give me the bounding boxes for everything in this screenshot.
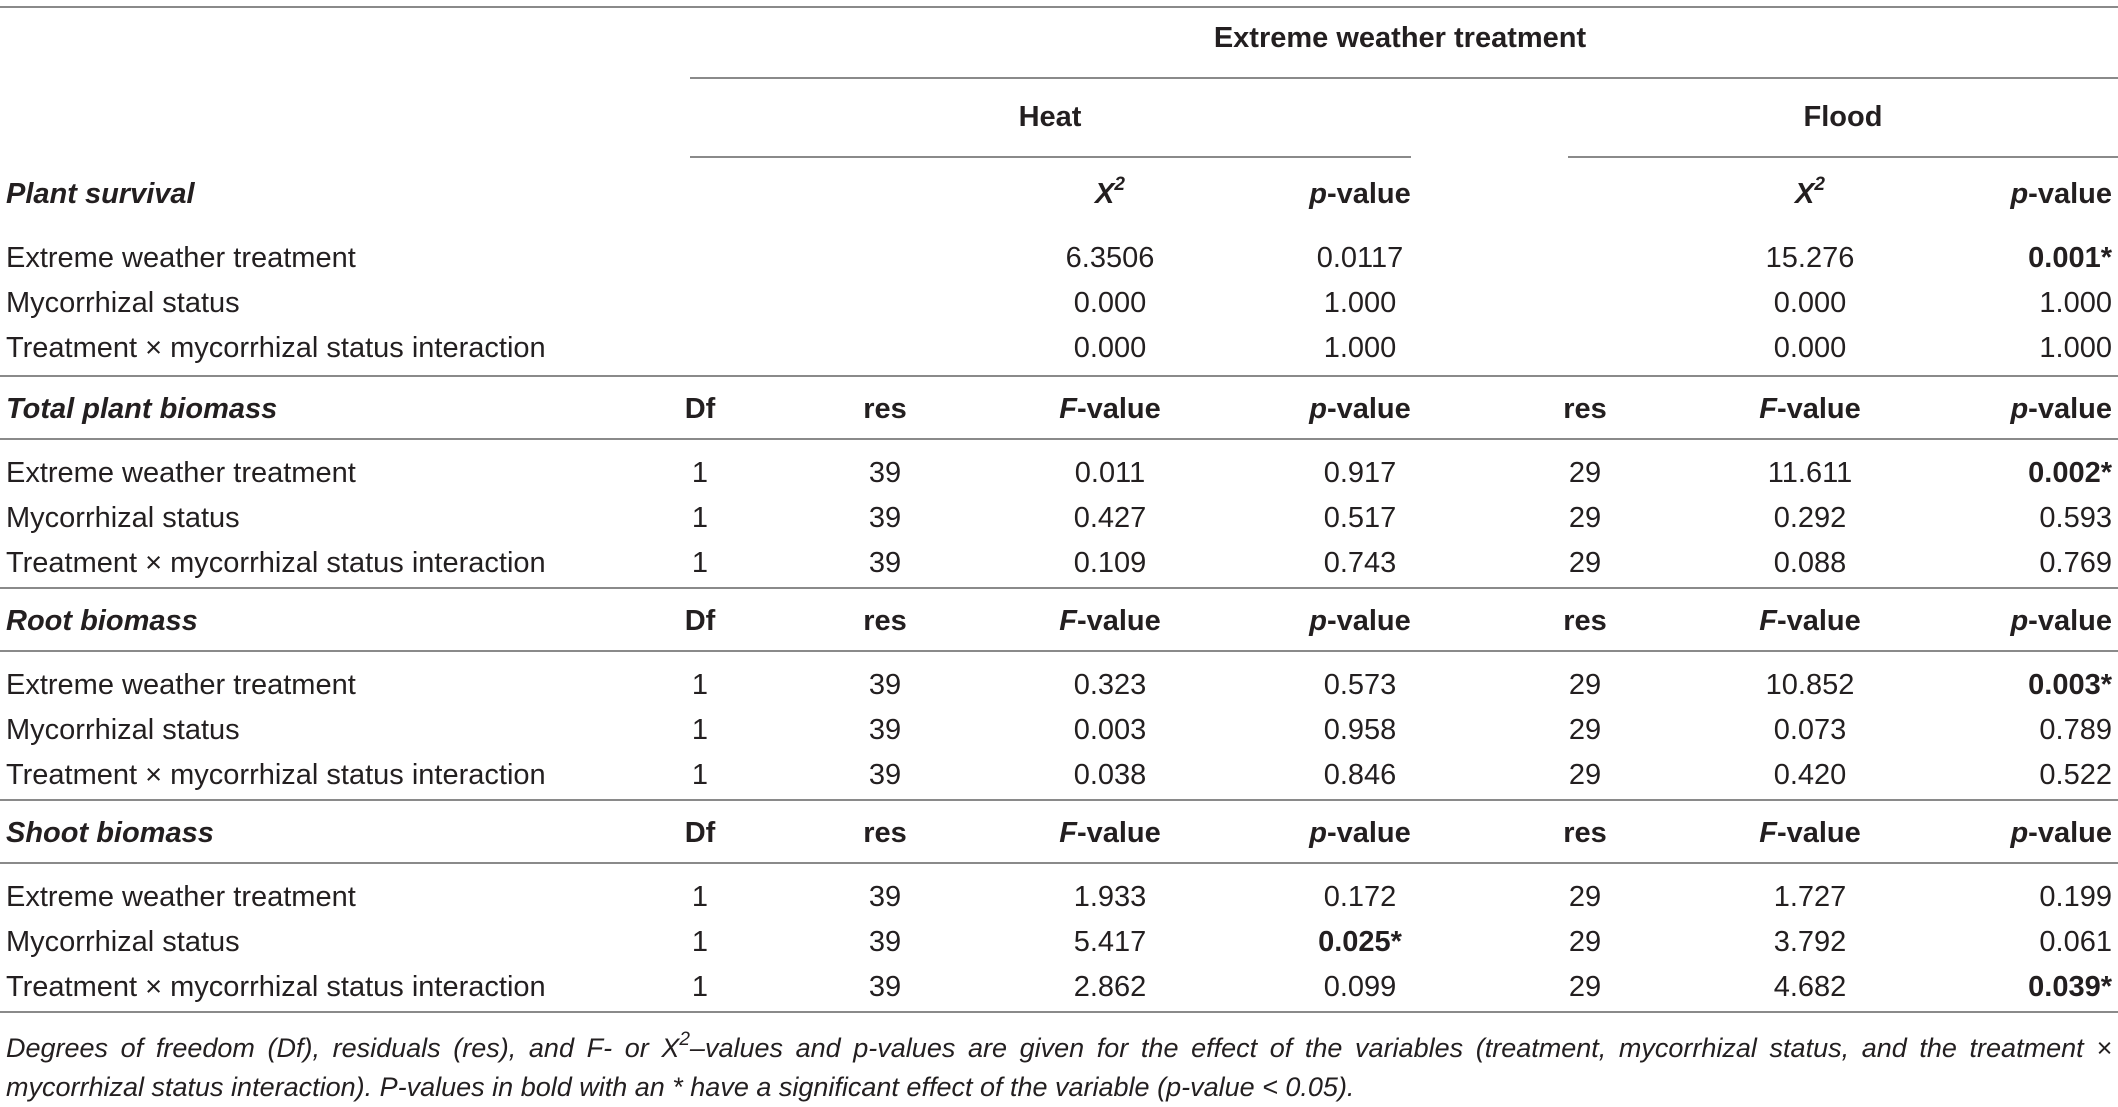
heat-f-heading-suffix: -value — [1076, 393, 1161, 425]
flood-f-value: 11.611 — [1767, 457, 1853, 489]
heat-f-heading-letter: F — [1059, 605, 1077, 637]
heat-f-value: 0.323 — [1073, 669, 1147, 701]
flood-f-heading-letter: F — [1759, 817, 1777, 849]
flood-p-value: 0.061 — [2039, 926, 2112, 958]
flood-x2-heading-sup: 2 — [1814, 174, 1825, 196]
flood-res-value: 29 — [1568, 457, 1602, 489]
flood-p-value: 1.000 — [2039, 287, 2112, 319]
heat-res-value: 39 — [868, 547, 902, 579]
section-rule-mid-total-biomass — [0, 438, 2118, 440]
heat-x2-value: 0.000 — [1073, 332, 1147, 364]
heat-res-value: 39 — [868, 971, 902, 1003]
heat-res-value: 39 — [868, 669, 902, 701]
heat-f-value: 0.109 — [1073, 547, 1147, 579]
flood-p-value: 1.000 — [2039, 332, 2112, 364]
row-label: Extreme weather treatment — [6, 669, 356, 701]
flood-x2-value: 15.276 — [1765, 242, 1855, 274]
flood-res-value: 29 — [1568, 971, 1602, 1003]
flood-res-value: 29 — [1568, 547, 1602, 579]
row-label: Extreme weather treatment — [6, 881, 356, 913]
flood-f-heading-suffix: -value — [1776, 817, 1861, 849]
heat-res-value: 39 — [868, 759, 902, 791]
heat-p-heading-suffix: -value — [1326, 605, 1411, 637]
heat-x2-value: 6.3506 — [1065, 242, 1155, 274]
flood-p-heading — [1860, 815, 2112, 851]
group-title: Extreme weather treatment — [1213, 22, 1587, 54]
flood-res-value: 29 — [1568, 714, 1602, 746]
row-label: Treatment × mycorrhizal status interaction — [6, 971, 546, 1003]
flood-p-heading — [1860, 176, 2112, 212]
heat-f-heading-letter: F — [1059, 817, 1077, 849]
flood-p-heading-suffix: -value — [2028, 605, 2112, 637]
flood-x2-value: 0.000 — [1773, 287, 1847, 319]
df-value: 1 — [691, 926, 709, 958]
flood-x2-value: 0.000 — [1773, 332, 1847, 364]
flood-res-value: 29 — [1568, 926, 1602, 958]
heat-p-value: 0.517 — [1323, 502, 1397, 534]
heat-res-heading: res — [863, 605, 907, 637]
section-title-total-biomass: Total plant biomass — [6, 393, 278, 425]
row-label: Treatment × mycorrhizal status interaction — [6, 332, 546, 364]
flood-f-value: 3.792 — [1773, 926, 1847, 958]
flood-p-heading-suffix: -value — [2028, 393, 2112, 425]
df-value: 1 — [691, 881, 709, 913]
heat-res-value: 39 — [868, 714, 902, 746]
flood-p-heading-letter: p — [2010, 178, 2029, 210]
heat-p-value: 0.172 — [1323, 881, 1397, 913]
flood-res-value: 29 — [1568, 502, 1602, 534]
df-value: 1 — [691, 457, 709, 489]
row-label: Extreme weather treatment — [6, 242, 356, 274]
heat-f-value: 5.417 — [1073, 926, 1147, 958]
flood-p-value: 0.522 — [2039, 759, 2112, 791]
heat-f-heading — [1010, 391, 1210, 427]
heat-p-heading — [1260, 176, 1460, 212]
flood-f-value: 0.420 — [1773, 759, 1847, 791]
heat-f-heading-letter: F — [1059, 393, 1077, 425]
flood-res-heading: res — [1563, 817, 1607, 849]
flood-p-heading-suffix: -value — [2028, 178, 2112, 210]
heat-f-value: 0.003 — [1073, 714, 1147, 746]
heat-p-value: 0.0117 — [1316, 242, 1404, 274]
flood-p-heading — [1860, 603, 2112, 639]
df-value: 1 — [691, 971, 709, 1003]
row-label: Treatment × mycorrhizal status interaction — [6, 547, 546, 579]
heat-f-heading-suffix: -value — [1076, 605, 1161, 637]
footnote-superscript: 2 — [679, 1029, 690, 1050]
heat-f-value: 0.427 — [1073, 502, 1147, 534]
flood-p-value: 0.789 — [2039, 714, 2112, 746]
flood-p-heading-letter: p — [2010, 605, 2029, 637]
row-label: Treatment × mycorrhizal status interaction — [6, 759, 546, 791]
flood-f-heading-letter: F — [1759, 605, 1777, 637]
heat-p-value: 0.025* — [1318, 926, 1402, 958]
heat-rule — [690, 156, 1411, 158]
flood-p-value: 0.002* — [2028, 457, 2112, 489]
df-heading: Df — [684, 817, 716, 849]
flood-p-value: 0.769 — [2039, 547, 2112, 579]
flood-p-heading-letter: p — [2010, 393, 2029, 425]
heat-x2-value: 0.000 — [1073, 287, 1147, 319]
flood-res-heading: res — [1563, 393, 1607, 425]
heat-p-heading-letter: p — [1309, 817, 1327, 849]
flood-heading: Flood — [1803, 101, 1883, 133]
df-value: 1 — [691, 502, 709, 534]
heat-x2-heading — [1010, 176, 1210, 212]
heat-p-heading — [1260, 603, 1460, 639]
row-label: Mycorrhizal status — [6, 287, 240, 319]
heat-res-value: 39 — [868, 502, 902, 534]
flood-f-heading-suffix: -value — [1776, 605, 1861, 637]
heat-f-value: 2.862 — [1073, 971, 1147, 1003]
heat-res-value: 39 — [868, 926, 902, 958]
row-label: Mycorrhizal status — [6, 502, 240, 534]
heat-f-value: 1.933 — [1073, 881, 1147, 913]
group-rule — [690, 77, 2118, 79]
df-heading: Df — [684, 605, 716, 637]
flood-p-heading — [1860, 391, 2112, 427]
bottom-rule — [0, 1011, 2118, 1013]
heat-p-heading — [1260, 815, 1460, 851]
flood-p-value: 0.001* — [2028, 242, 2112, 274]
flood-p-value: 0.003* — [2028, 669, 2112, 701]
flood-p-value: 0.199 — [2039, 881, 2112, 913]
section-rule-mid-shoot-biomass — [0, 862, 2118, 864]
flood-f-value: 0.088 — [1773, 547, 1847, 579]
heat-p-value: 1.000 — [1323, 332, 1397, 364]
df-heading: Df — [684, 393, 716, 425]
heat-p-value: 0.958 — [1323, 714, 1397, 746]
heat-p-value: 0.099 — [1323, 971, 1397, 1003]
heat-p-value: 0.743 — [1323, 547, 1397, 579]
flood-res-value: 29 — [1568, 759, 1602, 791]
heat-res-value: 39 — [868, 881, 902, 913]
row-label: Extreme weather treatment — [6, 457, 356, 489]
section-rule-top-total-biomass — [0, 375, 2118, 377]
section-rule-top-shoot-biomass — [0, 799, 2118, 801]
heat-f-heading-suffix: -value — [1076, 817, 1161, 849]
heat-p-heading-letter: p — [1309, 605, 1327, 637]
table-footnote — [6, 1029, 2112, 1107]
heat-p-heading — [1260, 391, 1460, 427]
footnote-part-b: –values and p-values are given for the effect of the variables (treatment, mycorrhizal status, and the treatment × mycorrhizal status interaction). P-values in bold with an * have a significant effect of the variable (p-value < 0.05). — [6, 1033, 2112, 1102]
heat-res-value: 39 — [868, 457, 902, 489]
section-rule-top-root-biomass — [0, 587, 2118, 589]
flood-f-value: 0.073 — [1773, 714, 1847, 746]
heat-p-value: 0.846 — [1323, 759, 1397, 791]
heat-f-heading — [1010, 815, 1210, 851]
flood-res-value: 29 — [1568, 881, 1602, 913]
flood-p-value: 0.593 — [2039, 502, 2112, 534]
footnote-part-a: Degrees of freedom (Df), residuals (res), and F- or X — [6, 1033, 680, 1063]
heat-x2-heading-letter: X — [1095, 178, 1115, 210]
section-title-survival: Plant survival — [6, 178, 195, 210]
flood-res-heading: res — [1563, 605, 1607, 637]
section-rule-mid-root-biomass — [0, 650, 2118, 652]
df-value: 1 — [691, 714, 709, 746]
flood-f-heading-letter: F — [1759, 393, 1777, 425]
row-label: Mycorrhizal status — [6, 926, 240, 958]
df-value: 1 — [691, 669, 709, 701]
flood-f-value: 1.727 — [1773, 881, 1847, 913]
row-label: Mycorrhizal status — [6, 714, 240, 746]
flood-p-heading-suffix: -value — [2028, 817, 2112, 849]
flood-p-value: 0.039* — [2028, 971, 2112, 1003]
heat-f-heading — [1010, 603, 1210, 639]
heat-f-value: 0.038 — [1073, 759, 1147, 791]
heat-p-value: 1.000 — [1323, 287, 1397, 319]
flood-res-value: 29 — [1568, 669, 1602, 701]
flood-p-heading-letter: p — [2010, 817, 2029, 849]
df-value: 1 — [691, 759, 709, 791]
heat-p-heading-suffix: -value — [1326, 178, 1411, 210]
flood-f-value: 0.292 — [1773, 502, 1847, 534]
heat-f-value: 0.011 — [1074, 457, 1146, 489]
heat-res-heading: res — [863, 817, 907, 849]
heat-heading: Heat — [1018, 101, 1082, 133]
flood-f-value: 4.682 — [1773, 971, 1847, 1003]
section-title-root-biomass: Root biomass — [6, 605, 198, 637]
top-rule — [0, 6, 2118, 8]
section-title-shoot-biomass: Shoot biomass — [6, 817, 214, 849]
df-value: 1 — [691, 547, 709, 579]
flood-f-heading-suffix: -value — [1776, 393, 1861, 425]
heat-p-heading-letter: p — [1309, 178, 1327, 210]
flood-f-value: 10.852 — [1765, 669, 1855, 701]
heat-res-heading: res — [863, 393, 907, 425]
heat-p-value: 0.573 — [1323, 669, 1397, 701]
heat-p-heading-suffix: -value — [1326, 817, 1411, 849]
heat-p-heading-suffix: -value — [1326, 393, 1411, 425]
heat-p-heading-letter: p — [1309, 393, 1327, 425]
heat-p-value: 0.917 — [1323, 457, 1397, 489]
heat-x2-heading-sup: 2 — [1114, 174, 1125, 196]
flood-rule — [1568, 156, 2118, 158]
flood-x2-heading-letter: X — [1795, 178, 1815, 210]
